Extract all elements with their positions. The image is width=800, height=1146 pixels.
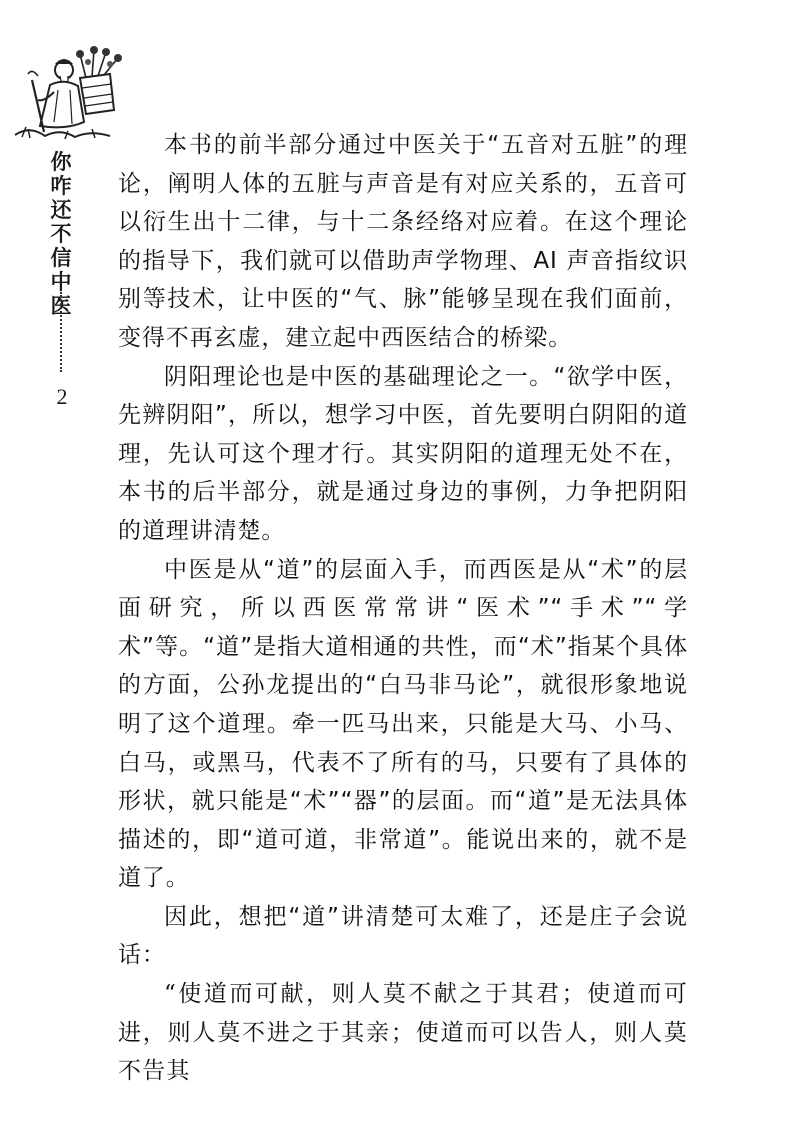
paragraph: 本书的前半部分通过中医关于“五音对五脏”的理论，阐明人体的五脏与声音是有对应关系的，五音可以衍生出十二律，与十二条经络对应着。在这个理论的指导下，我们就可以借助声学物理、AI 声音指纹识别等技术，让中医的“气、脉”能够呈现在我们面前，变得不再玄虚，建立起中西医结合的桥梁。 — [118, 132, 688, 351]
title-char: 不 — [50, 222, 72, 246]
title-char: 你 — [50, 150, 72, 174]
title-char: 还 — [50, 198, 72, 222]
body-text — [118, 126, 688, 1091]
paragraph: 阴阳理论也是中医的基础理论之一。“欲学中医，先辨阴阳”，所以，想学习中医，首先要明白阴阳的道理，先认可这个理才行。其实阴阳的道理无处不在，本书的后半部分，就是通过身边的事例，力争把阴阳的道理讲清楚。 — [118, 363, 688, 544]
title-char: 医 — [50, 294, 72, 318]
title-char: 中 — [50, 270, 72, 294]
sage-illustration — [10, 40, 130, 145]
sage-with-herb-basket-icon — [10, 40, 130, 145]
page-number: 2 — [56, 384, 68, 409]
title-char: 信 — [50, 246, 72, 270]
dotted-divider — [60, 292, 62, 372]
paragraph: 因此，想把“道”讲清楚可太难了，还是庄子会说话： — [118, 903, 688, 969]
title-char: 咋 — [50, 174, 72, 198]
paragraph: 中医是从“道”的层面入手，而西医是从“术”的层面研究，所以西医常常讲“医术”“手术”“学术”等。“道”是指大道相通的共性，而“术”指某个具体的方面，公孙龙提出的“白马非马论”，就很形象地说明了这个道理。牵一匹马出来，只能是大马、小马、白马，或黑马，代表不了所有的马，只要有了具体的形状，就只能是“术”“器”的层面。而“道”是无法具体描述的，即“道可道，非常道”。能说出来的，就不是道了。 — [118, 556, 688, 892]
quoted-paragraph: “使道而可献，则人莫不献之于其君；使道而可进，则人莫不进之于其亲；使道而可以告人，则人莫不告其 — [118, 981, 688, 1085]
